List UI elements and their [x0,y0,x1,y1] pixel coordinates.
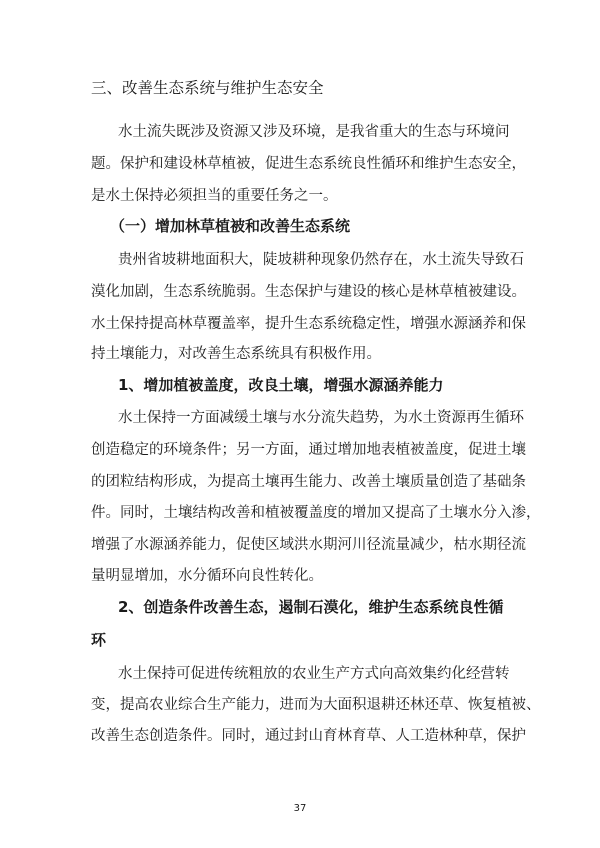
item-1-line-4: 件。同时，土壤结构改善和植被覆盖度的增加又提高了土壤水分入渗， [91,505,541,521]
item-1-line-2: 创造稳定的环境条件；另一方面，通过增加地表植被盖度，促进土壤 [91,442,526,458]
item-1-line-5: 增强了水源涵养能力，促使区域洪水期河川径流量减少，枯水期径流 [91,537,526,553]
intro-line-2: 题。保护和建设林草植被，促进生态系统良性循环和维护生态安全， [91,156,526,172]
item-2-title-line-2: 环 [91,631,107,649]
subsection-1-title: （一）增加林草植被和改善生态系统 [110,217,351,235]
item-1-line-1: 水土保持一方面减缓土壤与水分流失趋势，为水土资源再生循环 [118,410,524,426]
subsection-1-line-2: 漠化加剧，生态系统脆弱。生态保护与建设的核心是林草植被建设。 [91,284,526,300]
subsection-1-line-1: 贵州省坡耕地面积大，陡坡耕种现象仍然存在，水土流失导致石 [118,252,524,268]
item-2-line-1: 水土保持可促进传统粗放的农业生产方式向高效集约化经营转 [118,666,510,682]
intro-line-3: 是水土保持必须担当的重要任务之一。 [91,188,338,204]
item-1-line-6: 量明显增加，水分循环向良性转化。 [91,568,323,584]
item-2-title-line-1: 2、创造条件改善生态，遏制石漠化，维护生态系统良性循 [118,598,504,616]
subsection-1-line-3: 水土保持提高林草覆盖率，提升生态系统稳定性，增强水源涵养和保 [91,316,526,332]
subsection-1-line-4: 持土壤能力，对改善生态系统具有积极作用。 [91,346,381,362]
item-2-line-2: 变，提高农业综合生产能力，进而为大面积退耕还林还草、恢复植被、 [91,697,541,713]
intro-line-1: 水土流失既涉及资源又涉及环境，是我省重大的生态与环境问 [118,124,510,140]
section-title: 三、改善生态系统与维护生态安全 [91,79,324,97]
item-1-line-3: 的团粒结构形成，为提高土壤再生能力、改善土壤质量创造了基础条 [91,474,526,490]
page-number: 37 [293,803,307,814]
item-2-line-3: 改善生态创造条件。同时，通过封山育林育草、人工造林种草，保护 [91,728,526,744]
item-1-title: 1、增加植被盖度，改良土壤，增强水源涵养能力 [118,376,444,394]
